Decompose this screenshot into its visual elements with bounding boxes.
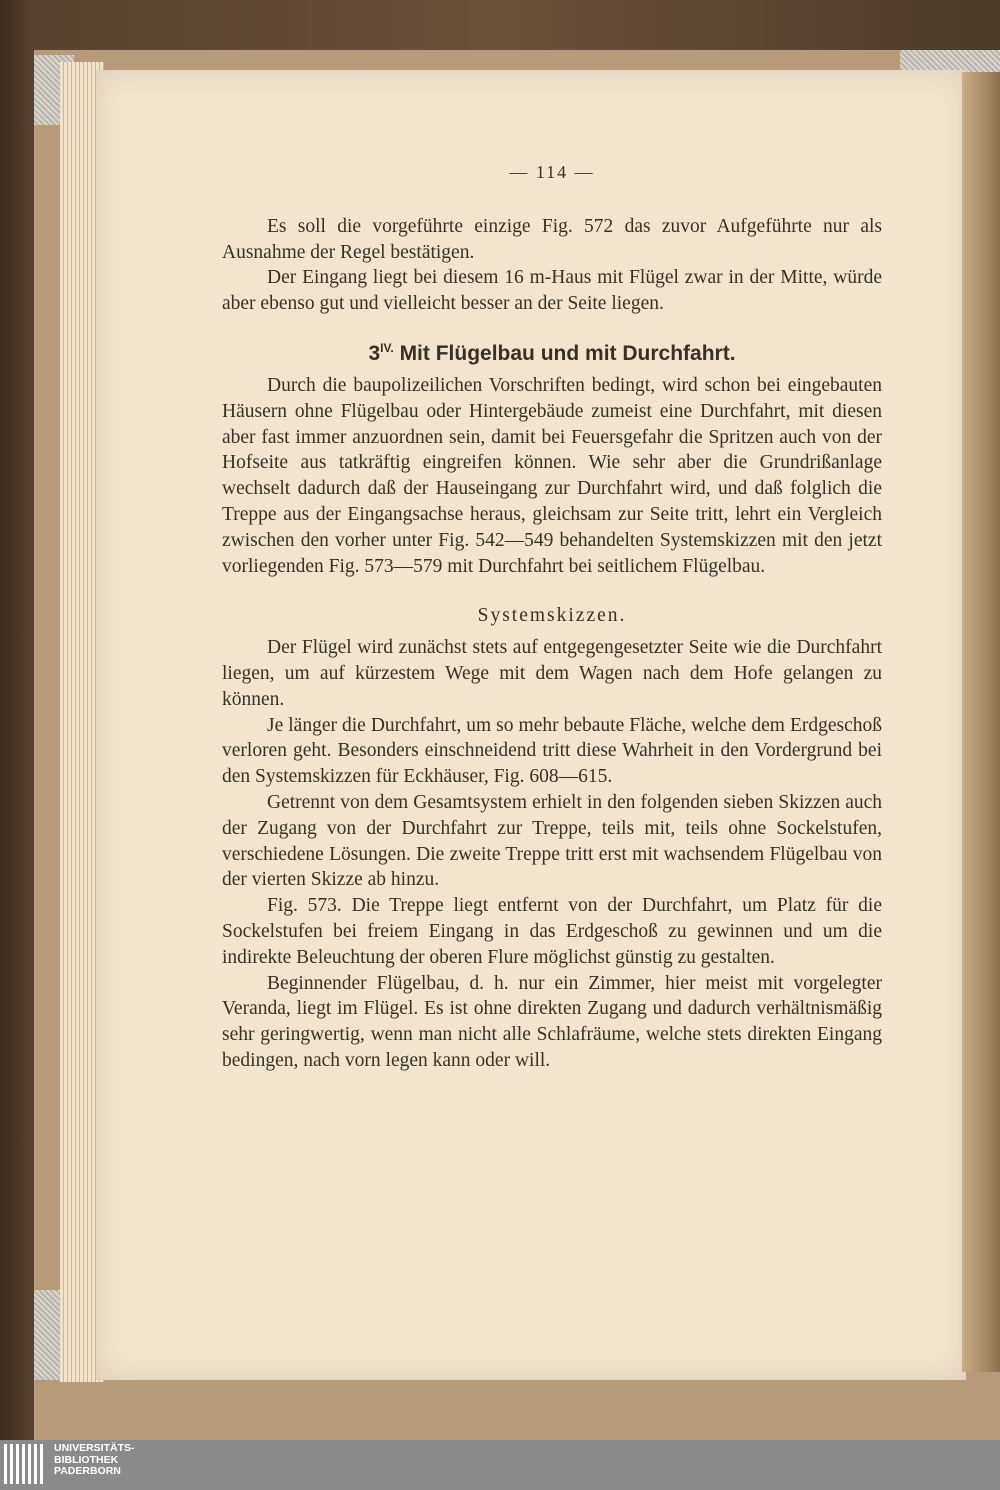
paragraph: Je länger die Durchfahrt, um so mehr bebaute Fläche, welche dem Erdgeschoß verloren geht. Besonders einschneidend tritt diese Wahrheit in den Vordergrund bei den Systemskizzen für Eckhäuser, Fig. 608—615. — [222, 714, 882, 788]
logo-line: BIBLIOTHEK — [54, 1453, 119, 1466]
paragraph: Durch die baupolizeilichen Vorschriften bedingt, wird schon bei eingebauten Häusern ohne Flügelbau oder Hintergebäude zumeist eine Durchfahrt, mit diesen aber fast immer anzuordnen sein, damit bei Feuersgefahr die Spritzen auch von der Hofseite aus tatkräftig eingreifen können. Wie sehr aber die Grundrißanlage wechselt dadurch daß der Hauseingang zur Durchfahrt wird, und daß folglich die Treppe aus der Eingangsachse heraus, gleichsam zur Seite tritt, lehrt ein Vergleich zwischen den vorher unter Fig. 542—549 behandelten Systemskizzen mit den jetzt vorliegenden Fig. 573—579 mit Durchfahrt bei seitlichem Flügelbau. — [222, 374, 882, 577]
page-number: — 114 — — [509, 162, 595, 182]
paragraph: Beginnender Flügelbau, d. h. nur ein Zimmer, hier meist mit vorgelegter Veranda, liegt im Flügel. Es ist ohne direkten Zugang und dadurch verhältnismäßig sehr geringwertig, wenn man nicht alle Schlafräume, welche stets direkten Eingang bedingen, nach vorn legen kann oder will. — [222, 972, 882, 1071]
paragraph: Fig. 573. Die Treppe liegt entfernt von der Durchfahrt, um Platz für die Sockelstufen bei freiem Eingang in das Erdgeschoß zu gewinnen und um die indirekte Beleuchtung der oberen Flure möglichst günstig zu gestalten. — [222, 895, 882, 968]
library-logo-icon — [4, 1444, 44, 1484]
logo-line: PADERBORN — [54, 1465, 121, 1477]
subheading: Systemskizzen. — [477, 605, 627, 627]
book-corner-cloth — [900, 50, 1000, 72]
paragraph: Der Eingang liegt bei diesem 16 m-Haus mit Flügel zwar in der Mitte, würde aber ebenso gut und vielleicht besser an der Seite liegen. — [222, 267, 882, 315]
heading-text: Mit Flügelbau und mit Durchfahrt. — [399, 341, 736, 365]
paragraph: Der Flügel wird zunächst stets auf entgegengesetzter Seite wie die Durchfahrt liegen, um auf kürzestem Wege mit dem Wagen nach dem Hofe gelangen zu können. — [222, 637, 882, 710]
heading-superscript: IV. — [380, 340, 394, 355]
page-text — [222, 160, 882, 1074]
library-logo-text — [54, 1443, 135, 1478]
book-gutter — [962, 72, 1000, 1372]
library-footer — [0, 1440, 1000, 1490]
section-heading — [222, 335, 882, 367]
logo-line: UNIVERSITÄTS- — [54, 1442, 135, 1454]
paragraph: Getrennt von dem Gesamtsystem erhielt in den folgenden sieben Skizzen auch der Zugang von der Durchfahrt zur Treppe, teils mit, teils ohne Sockelstufen, verschiedene Lösungen. Die zweite Treppe tritt erst mit wachsendem Flügelbau von der vierten Skizze ab hinzu. — [222, 791, 882, 891]
heading-number: 3 — [368, 341, 381, 365]
paragraph: Es soll die vorgeführte einzige Fig. 572 das zuvor Aufgeführte nur als Ausnahme der Regel bestätigen. — [222, 215, 882, 263]
